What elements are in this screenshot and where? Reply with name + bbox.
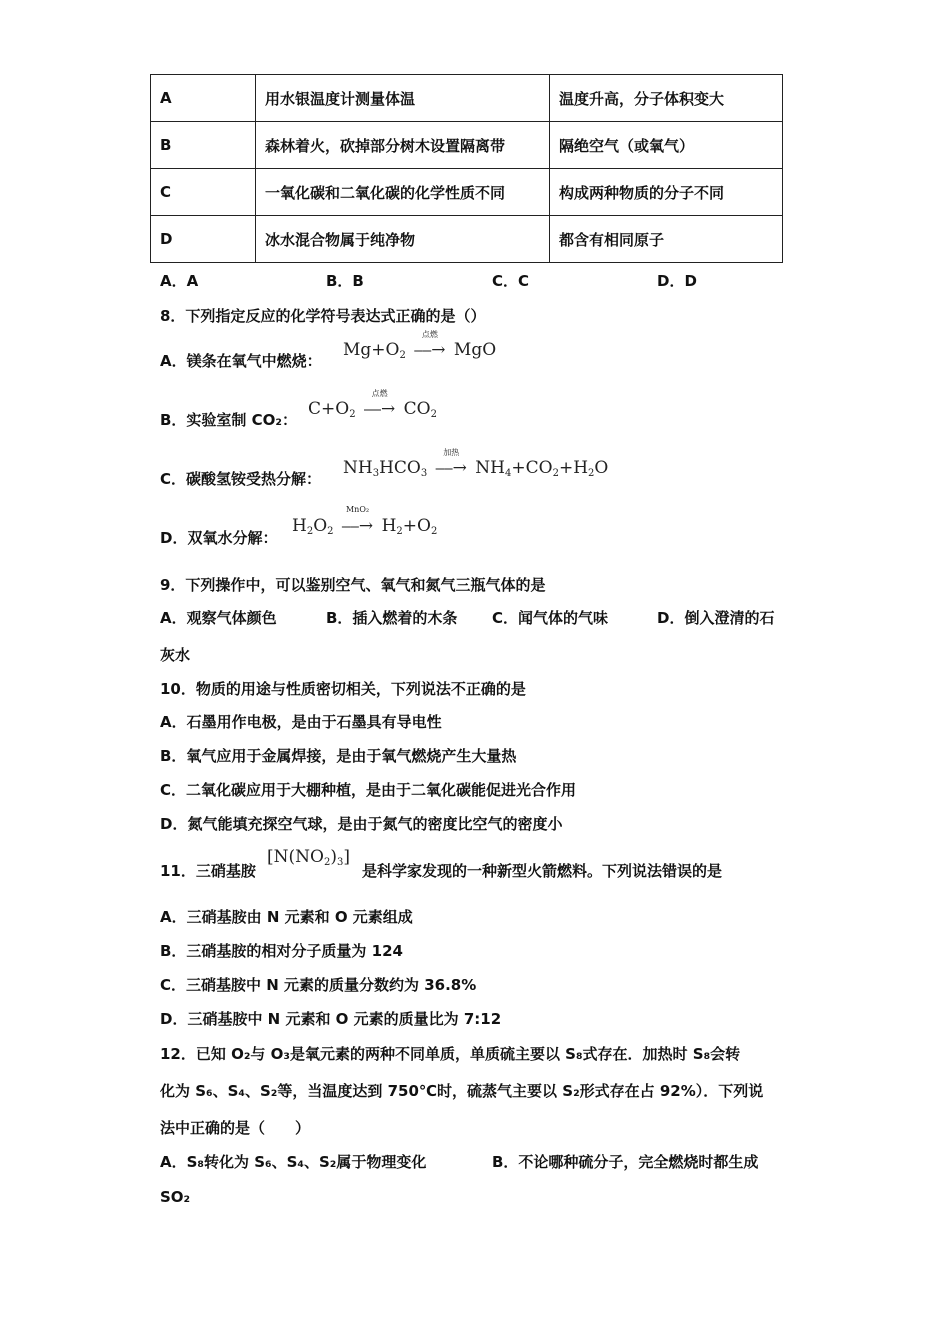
q12-option-a[interactable]: A．S₈转化为 S₆、S₄、S₂属于物理变化 <box>160 1153 427 1171</box>
q8-equation-a: $Mg+O_2$ ⎯⎯→ 点燃 MgO <box>343 330 497 361</box>
q8-equation-b: $C+O_2$ ⎯⎯→ 点燃 $CO_2$ <box>308 389 437 420</box>
q8-cond-a: 点燃 <box>421 330 438 339</box>
row-fact: 森林着火，砍掉部分树木设置隔离带 <box>256 122 550 169</box>
row-label: B <box>151 122 256 169</box>
q11-formula: $[N(NO_2)_3]$ <box>267 847 350 868</box>
q11-option-a[interactable]: A．三硝基胺由 N 元素和 O 元素组成 <box>160 908 413 926</box>
row-label: C <box>151 169 256 216</box>
q8-option-b[interactable]: B．实验室制 CO₂： <box>160 411 297 429</box>
q8-cond-b: 点燃 <box>371 389 388 398</box>
q8-equation-d: $H_2O_2$ ⎯⎯→ MnO₂ $H_2+O_2$ <box>292 505 438 537</box>
q9-option-b[interactable]: B．插入燃着的木条 <box>326 609 458 627</box>
q8-option-c[interactable]: C．碳酸氢铵受热分解： <box>160 470 322 488</box>
row-label: A <box>151 75 256 122</box>
row-explanation: 温度升高，分子体积变大 <box>550 75 783 122</box>
q8-equation-c: $NH_3HCO_3$ ⎯⎯→ 加热 $NH_4+CO_2+H_2O$ <box>343 448 609 479</box>
row-fact: 用水银温度计测量体温 <box>256 75 550 122</box>
options-table <box>150 74 783 263</box>
q12-stem-line3: 法中正确的是（ ） <box>160 1119 311 1137</box>
q12-stem-line1: 12．已知 O₂与 O₃是氧元素的两种不同单质，单质硫主要以 S₈式存在．加热时 S₈会转 <box>160 1045 741 1063</box>
q7-option-c[interactable]: C．C <box>492 272 530 290</box>
row-fact: 一氧化碳和二氧化碳的化学性质不同 <box>256 169 550 216</box>
q10-option-a[interactable]: A．石墨用作电极，是由于石墨具有导电性 <box>160 713 442 731</box>
row-explanation: 构成两种物质的分子不同 <box>550 169 783 216</box>
q12-option-b[interactable]: B．不论哪种硫分子，完全燃烧时都生成 <box>492 1153 759 1171</box>
q9-option-c[interactable]: C．闻气体的气味 <box>492 609 609 627</box>
q9-stem: 9．下列操作中，可以鉴别空气、氧气和氮气三瓶气体的是 <box>160 576 546 594</box>
q8-stem: 8．下列指定反应的化学符号表达式正确的是（） <box>160 307 486 325</box>
q8-option-a[interactable]: A．镁条在氧气中燃烧： <box>160 352 322 370</box>
q12-option-b-continued: SO₂ <box>160 1188 191 1206</box>
q9-option-d-continued: 灰水 <box>160 646 191 664</box>
q11-option-d[interactable]: D．三硝基胺中 N 元素和 O 元素的质量比为 7:12 <box>160 1010 502 1028</box>
table-row[interactable] <box>151 169 783 216</box>
q8-cond-d: MnO₂ <box>345 505 370 514</box>
table-row[interactable] <box>151 216 783 263</box>
table-row[interactable] <box>151 75 783 122</box>
q11-stem-suffix: 是科学家发现的一种新型火箭燃料。下列说法错误的是 <box>362 862 723 880</box>
q8-option-d[interactable]: D．双氧水分解： <box>160 529 278 547</box>
table-row[interactable] <box>151 122 783 169</box>
row-explanation: 都含有相同原子 <box>550 216 783 263</box>
q10-option-d[interactable]: D．氮气能填充探空气球，是由于氮气的密度比空气的密度小 <box>160 815 563 833</box>
q12-stem-line2: 化为 S₆、S₄、S₂等，当温度达到 750℃时，硫蒸气主要以 S₂形式存在占 92%）．下列说 <box>160 1082 764 1100</box>
row-fact: 冰水混合物属于纯净物 <box>256 216 550 263</box>
row-label: D <box>151 216 256 263</box>
row-explanation: 隔绝空气（或氧气） <box>550 122 783 169</box>
q11-option-c[interactable]: C．三硝基胺中 N 元素的质量分数约为 36.8% <box>160 976 477 994</box>
q9-option-d[interactable]: D．倒入澄清的石 <box>657 609 775 627</box>
q7-option-d[interactable]: D．D <box>657 272 697 290</box>
q11-option-b[interactable]: B．三硝基胺的相对分子质量为 124 <box>160 942 403 960</box>
q10-option-b[interactable]: B．氧气应用于金属焊接，是由于氧气燃烧产生大量热 <box>160 747 517 765</box>
q11-stem-prefix: 11．三硝基胺 <box>160 862 256 880</box>
q7-option-b[interactable]: B．B <box>326 272 364 290</box>
q7-option-a[interactable]: A．A <box>160 272 199 290</box>
q8-cond-c: 加热 <box>443 448 460 457</box>
q10-option-c[interactable]: C．二氧化碳应用于大棚种植，是由于二氧化碳能促进光合作用 <box>160 781 577 799</box>
q9-option-a[interactable]: A．观察气体颜色 <box>160 609 277 627</box>
q10-stem: 10．物质的用途与性质密切相关，下列说法不正确的是 <box>160 680 526 698</box>
